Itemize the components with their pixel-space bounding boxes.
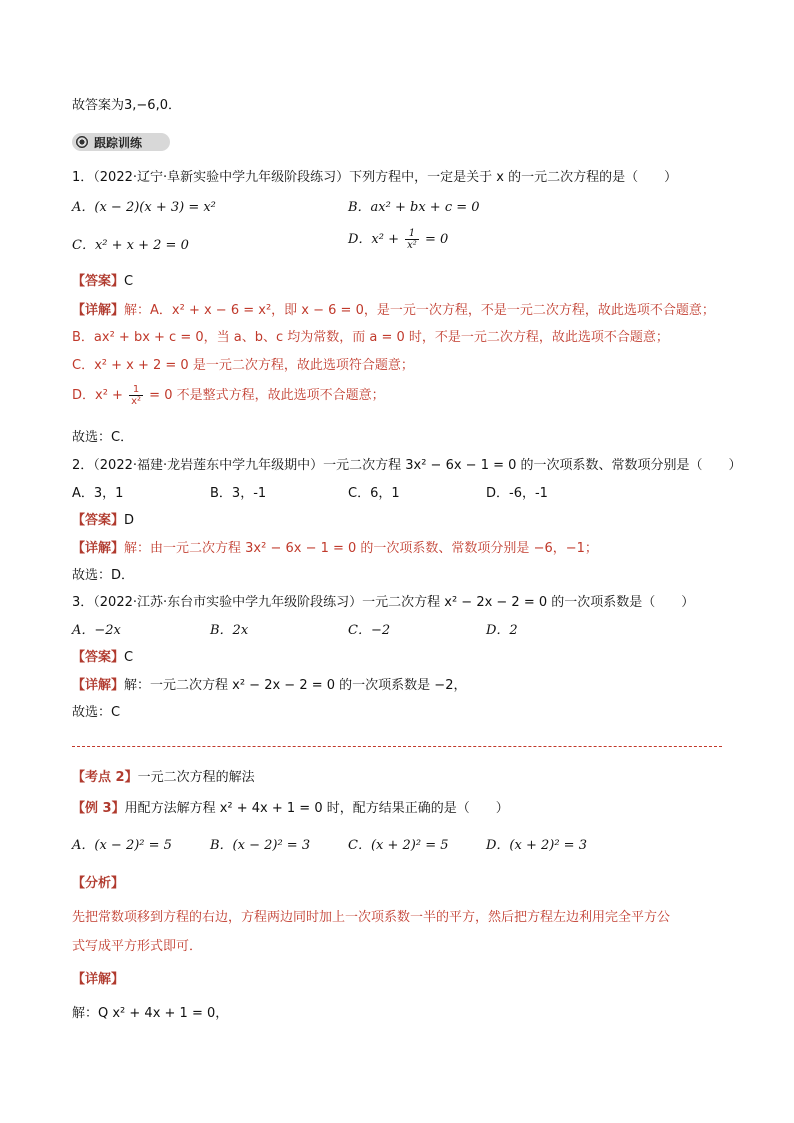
q3-detail-label: 【详解】 (72, 678, 125, 693)
q3-conclusion: 故选：C (72, 705, 121, 720)
kaodian-title: 一元二次方程的解法 (137, 770, 255, 785)
q1-detail-c: C．x² + x + 2 = 0 是一元二次方程，故此选项符合题意； (72, 358, 414, 373)
q1-option-d-prefix: D．x² + (348, 232, 399, 247)
intro-answer: 故答案为3,−6,0． (72, 98, 181, 113)
q2-detail (72, 537, 598, 556)
q2-answer-label: 【答案】 (72, 513, 125, 528)
example-3-label: 【例 3】 (72, 801, 125, 816)
q1-option-d (348, 228, 448, 251)
q3-detail (72, 674, 466, 693)
q2-option-b: B．3，-1 (210, 486, 267, 501)
q1-detail-d (72, 384, 385, 407)
example-3-option-c: C．(x + 2)² = 5 (348, 838, 449, 853)
q3-option-a: A．−2x (72, 623, 121, 638)
section-badge (72, 133, 170, 151)
q1-detail-label: 【详解】 (72, 303, 125, 318)
example-3-analysis-line-2: 式写成平方形式即可． (72, 939, 203, 954)
q1-detail-a (72, 299, 715, 318)
q1-option-d-denominator: x² (407, 240, 417, 251)
q2-detail-text: 解：由一元二次方程 3x² − 6x − 1 = 0 的一次项系数、常数项分别是 −6，−1； (124, 541, 598, 556)
example-3-option-b: B．(x − 2)² = 3 (210, 838, 311, 853)
example-3-detail: 解：Q x² + 4x + 1 = 0， (72, 1006, 229, 1021)
q3-option-d: D．2 (486, 623, 518, 638)
q2-stem: 2．（2022·福建·龙岩莲东中学九年级期中）一元二次方程 3x² − 6x − 1 = 0 的一次项系数、常数项分别是（ ） (72, 458, 742, 473)
q3-answer-label: 【答案】 (72, 650, 125, 665)
q1-detail-d-prefix: D．x² + (72, 388, 123, 403)
q2-option-c: C．6，1 (348, 486, 400, 501)
q1-option-d-suffix: = 0 (424, 232, 449, 247)
q2-detail-label: 【详解】 (72, 541, 125, 556)
q1-option-c: C．x² + x + 2 = 0 (72, 238, 189, 253)
q1-option-b: B．ax² + bx + c = 0 (348, 200, 480, 215)
example-3-stem (72, 797, 509, 816)
q3-stem: 3．（2022·江苏·东台市实验中学九年级阶段练习）一元二次方程 x² − 2x − 2 = 0 的一次项系数是（ ） (72, 595, 695, 610)
q1-detail-d-numerator: 1 (129, 384, 143, 396)
q1-detail-d-fraction (129, 384, 143, 407)
example-3-text: 用配方法解方程 x² + 4x + 1 = 0 时，配方结果正确的是（ ） (124, 801, 509, 816)
example-3-detail-label: 【详解】 (72, 972, 125, 987)
kaodian-heading (72, 766, 255, 785)
example-3-analysis-label: 【分析】 (72, 876, 125, 891)
q1-answer-label: 【答案】 (72, 274, 125, 289)
q1-detail-b: B．ax² + bx + c = 0，当 a、b、c 均为常数，而 a = 0 时，不是一元二次方程，故此选项不合题意； (72, 330, 669, 345)
q1-answer (72, 270, 133, 289)
q1-option-d-numerator: 1 (405, 228, 419, 240)
q1-stem: 1．（2022·辽宁·阜新实验中学九年级阶段练习）下列方程中，一定是关于 x 的一元二次方程的是（ ） (72, 170, 678, 185)
q1-conclusion: 故选：C． (72, 430, 134, 445)
example-3-option-a: A．(x − 2)² = 5 (72, 838, 172, 853)
q2-option-a: A．3，1 (72, 486, 124, 501)
q1-option-a: A．(x − 2)(x + 3) = x² (72, 200, 216, 215)
q1-detail-d-suffix: = 0 不是整式方程，故此选项不合题意； (149, 388, 385, 403)
example-3-analysis-line-1: 先把常数项移到方程的右边，方程两边同时加上一次项系数一半的平方，然后把方程左边利用完全平方公 (72, 910, 671, 925)
q2-answer (72, 509, 134, 528)
example-3-option-d: D．(x + 2)² = 3 (486, 838, 587, 853)
q1-answer-value: C (124, 274, 134, 289)
kaodian-label: 【考点 2】 (72, 770, 138, 785)
q3-detail-text: 解：一元二次方程 x² − 2x − 2 = 0 的一次项系数是 −2， (124, 678, 467, 693)
q1-option-d-fraction (405, 228, 419, 251)
q3-answer-value: C (124, 650, 134, 665)
q3-option-b: B．2x (210, 623, 249, 638)
q2-option-d: D．-6，-1 (486, 486, 548, 501)
q1-detail-a-text: 解：A．x² + x − 6 = x²，即 x − 6 = 0，是一元一次方程，不是一元二次方程，故此选项不合题意； (124, 303, 715, 318)
target-icon (75, 135, 89, 149)
section-badge-label: 跟踪训练 (94, 135, 143, 150)
q3-option-c: C．−2 (348, 623, 391, 638)
section-divider (72, 746, 722, 747)
q1-detail-d-denominator: x² (131, 396, 142, 407)
q2-answer-value: D (124, 513, 135, 528)
q3-answer (72, 646, 133, 665)
q2-conclusion: 故选：D． (72, 568, 135, 583)
